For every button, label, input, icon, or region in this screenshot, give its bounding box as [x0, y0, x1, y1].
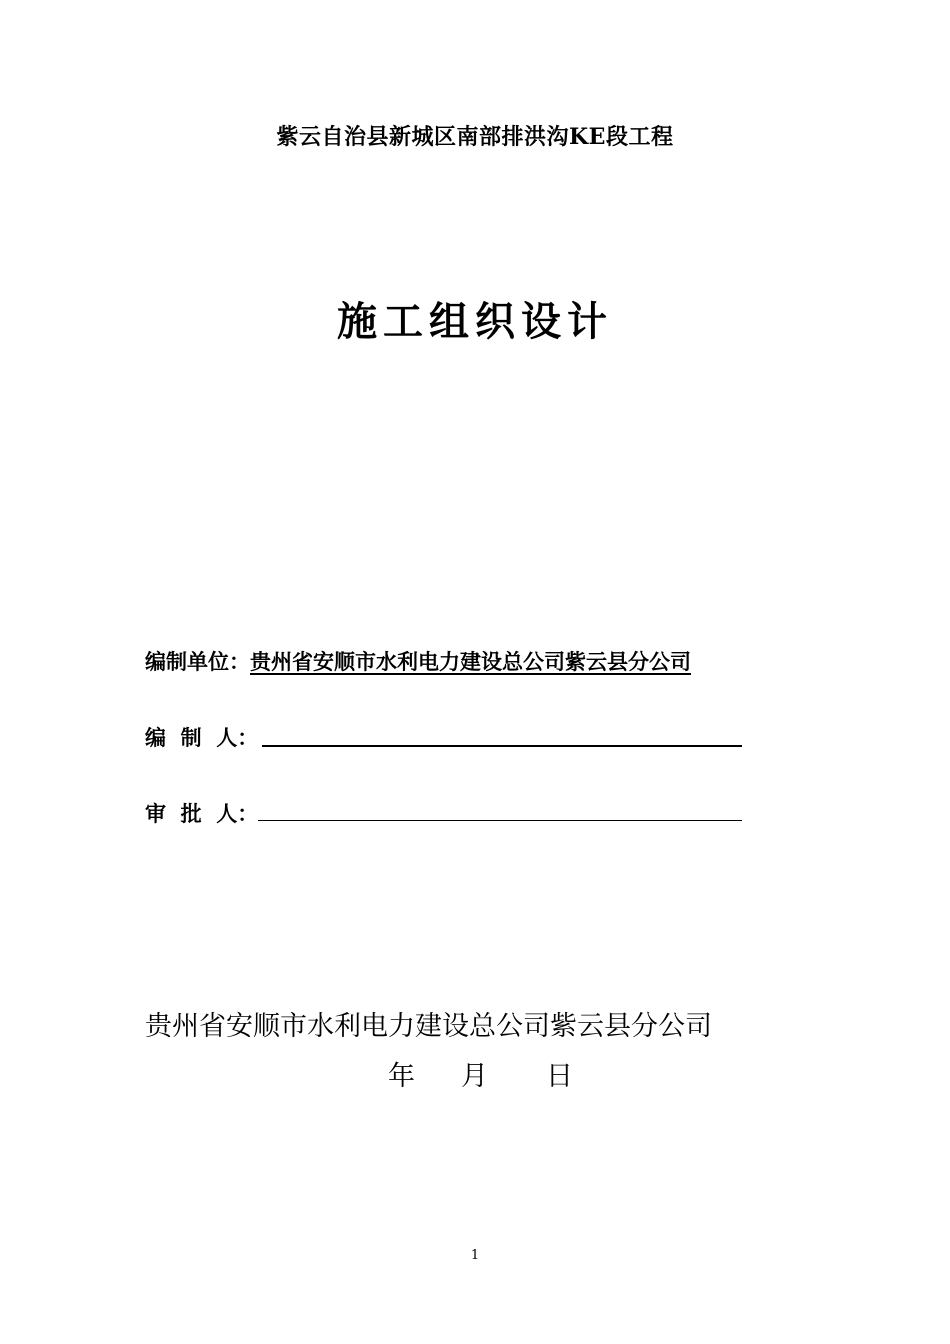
- compiler-field: [145, 722, 258, 752]
- approver-signature-line: [258, 820, 742, 821]
- project-title: 紫云自治县新城区南部排洪沟KE段工程: [276, 124, 674, 150]
- compiler-signature-line: [262, 745, 742, 747]
- compiling-unit-value: 贵州省安顺市水利电力建设总公司紫云县分公司: [250, 650, 691, 674]
- compiling-unit-field: [145, 646, 691, 676]
- document-title: 施工组织设计: [337, 298, 613, 345]
- month-label: 月: [461, 1061, 488, 1092]
- approver-label: 审 批 人：: [145, 802, 259, 826]
- date-line: [388, 1054, 573, 1093]
- year-label: 年: [388, 1061, 415, 1092]
- page-number: 1: [470, 1248, 480, 1263]
- footer-company: 贵州省安顺市水利电力建设总公司紫云县分公司: [145, 1011, 712, 1042]
- day-label: 日: [546, 1061, 573, 1092]
- compiling-unit-label: 编制单位：: [145, 650, 250, 674]
- approver-field: [145, 798, 258, 828]
- compiler-label: 编 制 人：: [145, 726, 259, 750]
